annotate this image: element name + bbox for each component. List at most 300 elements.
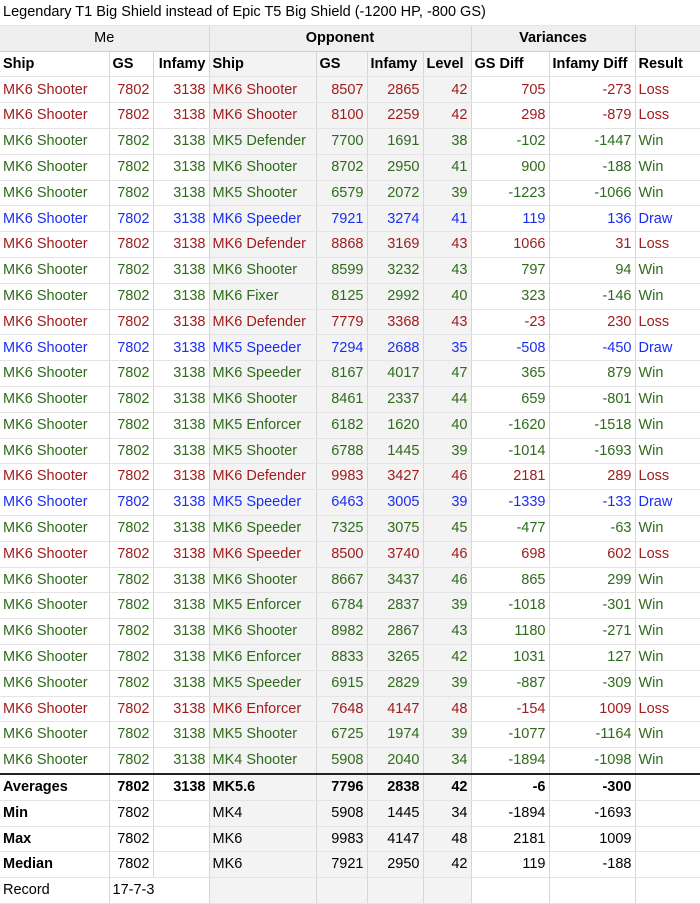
cell-ship[interactable]: MK6 Shooter	[0, 283, 109, 309]
median-result[interactable]	[635, 852, 700, 878]
cell-result[interactable]: Win	[635, 361, 700, 387]
cell-gs[interactable]: 7802	[109, 722, 153, 748]
cell-opp-ship[interactable]: MK6 Shooter	[209, 257, 316, 283]
group-empty[interactable]	[635, 25, 700, 51]
group-me[interactable]: Me	[0, 25, 209, 51]
max-opp-gs[interactable]: 9983	[316, 826, 367, 852]
cell-ship[interactable]: MK6 Shooter	[0, 309, 109, 335]
cell-infamy[interactable]: 3138	[153, 464, 209, 490]
cell-infamy[interactable]: 3138	[153, 154, 209, 180]
cell-level[interactable]: 35	[423, 335, 471, 361]
cell-level[interactable]: 43	[423, 232, 471, 258]
averages-label[interactable]: Averages	[0, 774, 109, 800]
cell-ship[interactable]: MK6 Shooter	[0, 103, 109, 129]
cell-result[interactable]: Loss	[635, 541, 700, 567]
group-variances[interactable]: Variances	[471, 25, 635, 51]
cell-opp-gs[interactable]: 8667	[316, 567, 367, 593]
median-infamy[interactable]	[153, 852, 209, 878]
cell-level[interactable]: 43	[423, 257, 471, 283]
cell-opp-infamy[interactable]: 2040	[367, 748, 423, 774]
cell-level[interactable]: 39	[423, 722, 471, 748]
cell-ship[interactable]: MK6 Shooter	[0, 490, 109, 516]
cell-gs[interactable]: 7802	[109, 128, 153, 154]
cell-infamy[interactable]: 3138	[153, 722, 209, 748]
cell-opp-gs[interactable]: 8125	[316, 283, 367, 309]
record-empty-4[interactable]	[423, 878, 471, 904]
cell-level[interactable]: 45	[423, 515, 471, 541]
cell-ship[interactable]: MK6 Shooter	[0, 619, 109, 645]
cell-ship[interactable]: MK6 Shooter	[0, 722, 109, 748]
cell-gs-diff[interactable]: 298	[471, 103, 549, 129]
cell-ship[interactable]: MK6 Shooter	[0, 412, 109, 438]
median-gs-diff[interactable]: 119	[471, 852, 549, 878]
cell-ship[interactable]: MK6 Shooter	[0, 180, 109, 206]
cell-infamy[interactable]: 3138	[153, 309, 209, 335]
cell-ship[interactable]: MK6 Shooter	[0, 232, 109, 258]
cell-opp-gs[interactable]: 8599	[316, 257, 367, 283]
header-opp-gs[interactable]: GS	[316, 51, 367, 77]
cell-gs[interactable]: 7802	[109, 386, 153, 412]
cell-gs-diff[interactable]: -1339	[471, 490, 549, 516]
cell-opp-gs[interactable]: 6579	[316, 180, 367, 206]
cell-result[interactable]: Win	[635, 593, 700, 619]
record-label[interactable]: Record	[0, 878, 109, 904]
cell-opp-gs[interactable]: 7294	[316, 335, 367, 361]
cell-opp-infamy[interactable]: 2688	[367, 335, 423, 361]
record-empty-7[interactable]	[635, 878, 700, 904]
cell-gs-diff[interactable]: -102	[471, 128, 549, 154]
cell-opp-infamy[interactable]: 2337	[367, 386, 423, 412]
cell-opp-ship[interactable]: MK5 Speeder	[209, 490, 316, 516]
cell-result[interactable]: Loss	[635, 696, 700, 722]
cell-opp-ship[interactable]: MK6 Defender	[209, 232, 316, 258]
header-opp-ship[interactable]: Ship	[209, 51, 316, 77]
cell-opp-infamy[interactable]: 1445	[367, 438, 423, 464]
cell-opp-infamy[interactable]: 2950	[367, 154, 423, 180]
cell-opp-gs[interactable]: 8100	[316, 103, 367, 129]
cell-infamy[interactable]: 3138	[153, 283, 209, 309]
cell-opp-ship[interactable]: MK6 Shooter	[209, 77, 316, 103]
cell-infamy-diff[interactable]: 602	[549, 541, 635, 567]
cell-gs-diff[interactable]: 705	[471, 77, 549, 103]
cell-opp-ship[interactable]: MK5 Speeder	[209, 335, 316, 361]
cell-level[interactable]: 34	[423, 748, 471, 774]
cell-gs[interactable]: 7802	[109, 593, 153, 619]
cell-ship[interactable]: MK6 Shooter	[0, 438, 109, 464]
cell-opp-ship[interactable]: MK5 Defender	[209, 128, 316, 154]
cell-infamy-diff[interactable]: -301	[549, 593, 635, 619]
cell-gs[interactable]: 7802	[109, 438, 153, 464]
cell-gs-diff[interactable]: 698	[471, 541, 549, 567]
cell-opp-infamy[interactable]: 3740	[367, 541, 423, 567]
cell-opp-gs[interactable]: 6915	[316, 670, 367, 696]
cell-opp-infamy[interactable]: 2837	[367, 593, 423, 619]
cell-gs[interactable]: 7802	[109, 515, 153, 541]
cell-infamy[interactable]: 3138	[153, 644, 209, 670]
cell-gs[interactable]: 7802	[109, 309, 153, 335]
cell-opp-infamy[interactable]: 2259	[367, 103, 423, 129]
cell-ship[interactable]: MK6 Shooter	[0, 644, 109, 670]
cell-gs[interactable]: 7802	[109, 670, 153, 696]
cell-infamy[interactable]: 3138	[153, 541, 209, 567]
cell-opp-ship[interactable]: MK6 Shooter	[209, 619, 316, 645]
cell-opp-gs[interactable]: 8167	[316, 361, 367, 387]
cell-level[interactable]: 39	[423, 438, 471, 464]
cell-infamy[interactable]: 3138	[153, 77, 209, 103]
cell-opp-ship[interactable]: MK6 Speeder	[209, 361, 316, 387]
cell-infamy-diff[interactable]: 289	[549, 464, 635, 490]
cell-ship[interactable]: MK6 Shooter	[0, 386, 109, 412]
cell-result[interactable]: Loss	[635, 77, 700, 103]
cell-result[interactable]: Win	[635, 180, 700, 206]
cell-gs-diff[interactable]: 1180	[471, 619, 549, 645]
cell-opp-ship[interactable]: MK6 Enforcer	[209, 696, 316, 722]
cell-gs-diff[interactable]: 323	[471, 283, 549, 309]
header-ship[interactable]: Ship	[0, 51, 109, 77]
cell-opp-infamy[interactable]: 1974	[367, 722, 423, 748]
cell-level[interactable]: 43	[423, 309, 471, 335]
cell-infamy-diff[interactable]: -309	[549, 670, 635, 696]
cell-gs[interactable]: 7802	[109, 361, 153, 387]
cell-opp-gs[interactable]: 6784	[316, 593, 367, 619]
cell-infamy[interactable]: 3138	[153, 567, 209, 593]
cell-opp-gs[interactable]: 8868	[316, 232, 367, 258]
cell-gs[interactable]: 7802	[109, 541, 153, 567]
cell-gs-diff[interactable]: 659	[471, 386, 549, 412]
averages-result[interactable]	[635, 774, 700, 800]
cell-result[interactable]: Win	[635, 128, 700, 154]
min-gs-diff[interactable]: -1894	[471, 800, 549, 826]
median-opp-gs[interactable]: 7921	[316, 852, 367, 878]
cell-opp-ship[interactable]: MK6 Speeder	[209, 206, 316, 232]
cell-gs-diff[interactable]: -154	[471, 696, 549, 722]
cell-gs[interactable]: 7802	[109, 464, 153, 490]
cell-result[interactable]: Draw	[635, 490, 700, 516]
cell-opp-infamy[interactable]: 1691	[367, 128, 423, 154]
cell-result[interactable]: Win	[635, 515, 700, 541]
cell-gs[interactable]: 7802	[109, 232, 153, 258]
cell-infamy-diff[interactable]: -188	[549, 154, 635, 180]
cell-gs[interactable]: 7802	[109, 619, 153, 645]
cell-infamy-diff[interactable]: -271	[549, 619, 635, 645]
header-level[interactable]: Level	[423, 51, 471, 77]
max-ship[interactable]: MK6	[209, 826, 316, 852]
cell-gs[interactable]: 7802	[109, 180, 153, 206]
cell-level[interactable]: 42	[423, 103, 471, 129]
cell-gs[interactable]: 7802	[109, 412, 153, 438]
cell-infamy-diff[interactable]: -801	[549, 386, 635, 412]
cell-opp-ship[interactable]: MK5 Shooter	[209, 180, 316, 206]
cell-gs[interactable]: 7802	[109, 257, 153, 283]
cell-opp-infamy[interactable]: 4017	[367, 361, 423, 387]
cell-opp-gs[interactable]: 8507	[316, 77, 367, 103]
median-level[interactable]: 42	[423, 852, 471, 878]
cell-result[interactable]: Win	[635, 257, 700, 283]
cell-infamy-diff[interactable]: -146	[549, 283, 635, 309]
cell-gs-diff[interactable]: -477	[471, 515, 549, 541]
cell-opp-ship[interactable]: MK6 Shooter	[209, 386, 316, 412]
cell-infamy-diff[interactable]: 230	[549, 309, 635, 335]
cell-infamy[interactable]: 3138	[153, 335, 209, 361]
cell-opp-infamy[interactable]: 1620	[367, 412, 423, 438]
cell-opp-gs[interactable]: 9983	[316, 464, 367, 490]
cell-result[interactable]: Win	[635, 748, 700, 774]
cell-opp-ship[interactable]: MK6 Speeder	[209, 541, 316, 567]
cell-opp-ship[interactable]: MK6 Shooter	[209, 154, 316, 180]
max-infamy-diff[interactable]: 1009	[549, 826, 635, 852]
cell-gs-diff[interactable]: -1018	[471, 593, 549, 619]
cell-gs[interactable]: 7802	[109, 644, 153, 670]
cell-result[interactable]: Win	[635, 722, 700, 748]
median-ship[interactable]: MK6	[209, 852, 316, 878]
min-infamy[interactable]	[153, 800, 209, 826]
record-empty-6[interactable]	[549, 878, 635, 904]
cell-opp-infamy[interactable]: 2992	[367, 283, 423, 309]
cell-ship[interactable]: MK6 Shooter	[0, 257, 109, 283]
cell-ship[interactable]: MK6 Shooter	[0, 515, 109, 541]
cell-gs[interactable]: 7802	[109, 696, 153, 722]
cell-level[interactable]: 39	[423, 180, 471, 206]
cell-result[interactable]: Win	[635, 154, 700, 180]
cell-opp-gs[interactable]: 7325	[316, 515, 367, 541]
median-label[interactable]: Median	[0, 852, 109, 878]
cell-level[interactable]: 38	[423, 128, 471, 154]
min-result[interactable]	[635, 800, 700, 826]
cell-opp-ship[interactable]: MK6 Speeder	[209, 515, 316, 541]
cell-level[interactable]: 42	[423, 77, 471, 103]
cell-infamy[interactable]: 3138	[153, 361, 209, 387]
group-opponent[interactable]: Opponent	[209, 25, 471, 51]
cell-opp-infamy[interactable]: 3437	[367, 567, 423, 593]
sheet-title[interactable]: Legendary T1 Big Shield instead of Epic T5 Big Shield (-1200 HP, -800 GS)	[0, 0, 700, 25]
cell-opp-infamy[interactable]: 3274	[367, 206, 423, 232]
header-result[interactable]: Result	[635, 51, 700, 77]
cell-infamy-diff[interactable]: -63	[549, 515, 635, 541]
min-opp-infamy[interactable]: 1445	[367, 800, 423, 826]
cell-level[interactable]: 44	[423, 386, 471, 412]
cell-gs-diff[interactable]: -23	[471, 309, 549, 335]
cell-gs-diff[interactable]: 365	[471, 361, 549, 387]
cell-ship[interactable]: MK6 Shooter	[0, 154, 109, 180]
cell-ship[interactable]: MK6 Shooter	[0, 670, 109, 696]
cell-opp-infamy[interactable]: 2867	[367, 619, 423, 645]
cell-level[interactable]: 46	[423, 567, 471, 593]
cell-opp-infamy[interactable]: 3368	[367, 309, 423, 335]
cell-infamy-diff[interactable]: -1693	[549, 438, 635, 464]
max-level[interactable]: 48	[423, 826, 471, 852]
cell-gs-diff[interactable]: 1066	[471, 232, 549, 258]
cell-opp-infamy[interactable]: 3265	[367, 644, 423, 670]
cell-opp-ship[interactable]: MK4 Shooter	[209, 748, 316, 774]
cell-infamy-diff[interactable]: -1164	[549, 722, 635, 748]
cell-result[interactable]: Loss	[635, 103, 700, 129]
cell-gs-diff[interactable]: 797	[471, 257, 549, 283]
cell-infamy-diff[interactable]: -1447	[549, 128, 635, 154]
cell-result[interactable]: Win	[635, 644, 700, 670]
cell-result[interactable]: Loss	[635, 232, 700, 258]
averages-infamy-diff[interactable]: -300	[549, 774, 635, 800]
cell-opp-gs[interactable]: 7700	[316, 128, 367, 154]
cell-ship[interactable]: MK6 Shooter	[0, 464, 109, 490]
max-gs-diff[interactable]: 2181	[471, 826, 549, 852]
cell-infamy-diff[interactable]: -450	[549, 335, 635, 361]
cell-opp-ship[interactable]: MK5 Shooter	[209, 438, 316, 464]
record-empty-2[interactable]	[316, 878, 367, 904]
cell-gs[interactable]: 7802	[109, 748, 153, 774]
max-opp-infamy[interactable]: 4147	[367, 826, 423, 852]
cell-opp-gs[interactable]: 7921	[316, 206, 367, 232]
cell-opp-infamy[interactable]: 3232	[367, 257, 423, 283]
header-gs[interactable]: GS	[109, 51, 153, 77]
cell-opp-ship[interactable]: MK5 Shooter	[209, 722, 316, 748]
min-level[interactable]: 34	[423, 800, 471, 826]
record-empty-1[interactable]	[209, 878, 316, 904]
averages-gs-diff[interactable]: -6	[471, 774, 549, 800]
cell-infamy-diff[interactable]: -273	[549, 77, 635, 103]
cell-infamy[interactable]: 3138	[153, 103, 209, 129]
cell-opp-ship[interactable]: MK5 Speeder	[209, 670, 316, 696]
max-infamy[interactable]	[153, 826, 209, 852]
cell-gs-diff[interactable]: 1031	[471, 644, 549, 670]
cell-gs-diff[interactable]: -508	[471, 335, 549, 361]
cell-level[interactable]: 40	[423, 412, 471, 438]
max-result[interactable]	[635, 826, 700, 852]
cell-opp-gs[interactable]: 7779	[316, 309, 367, 335]
averages-gs[interactable]: 7802	[109, 774, 153, 800]
cell-opp-gs[interactable]: 7648	[316, 696, 367, 722]
averages-level[interactable]: 42	[423, 774, 471, 800]
cell-opp-gs[interactable]: 6788	[316, 438, 367, 464]
cell-infamy-diff[interactable]: -879	[549, 103, 635, 129]
cell-level[interactable]: 40	[423, 283, 471, 309]
cell-level[interactable]: 39	[423, 593, 471, 619]
cell-opp-gs[interactable]: 8833	[316, 644, 367, 670]
averages-ship[interactable]: MK5.6	[209, 774, 316, 800]
cell-result[interactable]: Win	[635, 438, 700, 464]
header-infamy-diff[interactable]: Infamy Diff	[549, 51, 635, 77]
cell-infamy-diff[interactable]: -1518	[549, 412, 635, 438]
cell-opp-gs[interactable]: 8461	[316, 386, 367, 412]
cell-gs-diff[interactable]: -887	[471, 670, 549, 696]
min-ship[interactable]: MK4	[209, 800, 316, 826]
cell-result[interactable]: Draw	[635, 335, 700, 361]
cell-opp-ship[interactable]: MK6 Fixer	[209, 283, 316, 309]
cell-infamy-diff[interactable]: 94	[549, 257, 635, 283]
record-empty-5[interactable]	[471, 878, 549, 904]
cell-gs[interactable]: 7802	[109, 154, 153, 180]
cell-gs-diff[interactable]: 865	[471, 567, 549, 593]
cell-infamy[interactable]: 3138	[153, 257, 209, 283]
header-gs-diff[interactable]: GS Diff	[471, 51, 549, 77]
cell-ship[interactable]: MK6 Shooter	[0, 696, 109, 722]
cell-ship[interactable]: MK6 Shooter	[0, 128, 109, 154]
cell-infamy[interactable]: 3138	[153, 748, 209, 774]
cell-level[interactable]: 39	[423, 490, 471, 516]
cell-result[interactable]: Draw	[635, 206, 700, 232]
cell-result[interactable]: Win	[635, 567, 700, 593]
cell-ship[interactable]: MK6 Shooter	[0, 361, 109, 387]
record-value[interactable]: 17-7-3	[109, 878, 209, 904]
min-opp-gs[interactable]: 5908	[316, 800, 367, 826]
averages-infamy[interactable]: 3138	[153, 774, 209, 800]
cell-gs[interactable]: 7802	[109, 283, 153, 309]
cell-opp-infamy[interactable]: 3075	[367, 515, 423, 541]
median-infamy-diff[interactable]: -188	[549, 852, 635, 878]
cell-infamy[interactable]: 3138	[153, 412, 209, 438]
cell-infamy-diff[interactable]: -1098	[549, 748, 635, 774]
header-infamy[interactable]: Infamy	[153, 51, 209, 77]
cell-opp-gs[interactable]: 5908	[316, 748, 367, 774]
cell-infamy-diff[interactable]: 879	[549, 361, 635, 387]
cell-gs[interactable]: 7802	[109, 335, 153, 361]
cell-level[interactable]: 48	[423, 696, 471, 722]
cell-ship[interactable]: MK6 Shooter	[0, 541, 109, 567]
averages-opp-infamy[interactable]: 2838	[367, 774, 423, 800]
cell-level[interactable]: 46	[423, 541, 471, 567]
cell-opp-ship[interactable]: MK6 Defender	[209, 309, 316, 335]
cell-gs-diff[interactable]: -1894	[471, 748, 549, 774]
cell-result[interactable]: Win	[635, 412, 700, 438]
cell-opp-infamy[interactable]: 4147	[367, 696, 423, 722]
cell-infamy[interactable]: 3138	[153, 515, 209, 541]
cell-ship[interactable]: MK6 Shooter	[0, 77, 109, 103]
cell-infamy[interactable]: 3138	[153, 696, 209, 722]
cell-opp-gs[interactable]: 8702	[316, 154, 367, 180]
max-gs[interactable]: 7802	[109, 826, 153, 852]
cell-result[interactable]: Loss	[635, 464, 700, 490]
cell-ship[interactable]: MK6 Shooter	[0, 593, 109, 619]
cell-opp-infamy[interactable]: 3427	[367, 464, 423, 490]
cell-level[interactable]: 47	[423, 361, 471, 387]
cell-gs-diff[interactable]: -1014	[471, 438, 549, 464]
median-gs[interactable]: 7802	[109, 852, 153, 878]
median-opp-infamy[interactable]: 2950	[367, 852, 423, 878]
cell-opp-infamy[interactable]: 2829	[367, 670, 423, 696]
max-label[interactable]: Max	[0, 826, 109, 852]
cell-result[interactable]: Win	[635, 386, 700, 412]
cell-infamy-diff[interactable]: 1009	[549, 696, 635, 722]
header-opp-infamy[interactable]: Infamy	[367, 51, 423, 77]
cell-infamy[interactable]: 3138	[153, 490, 209, 516]
cell-ship[interactable]: MK6 Shooter	[0, 748, 109, 774]
cell-ship[interactable]: MK6 Shooter	[0, 335, 109, 361]
cell-gs-diff[interactable]: -1223	[471, 180, 549, 206]
cell-opp-infamy[interactable]: 3005	[367, 490, 423, 516]
cell-ship[interactable]: MK6 Shooter	[0, 567, 109, 593]
cell-result[interactable]: Win	[635, 670, 700, 696]
cell-gs[interactable]: 7802	[109, 490, 153, 516]
cell-level[interactable]: 42	[423, 644, 471, 670]
cell-opp-ship[interactable]: MK6 Shooter	[209, 103, 316, 129]
cell-infamy[interactable]: 3138	[153, 670, 209, 696]
cell-opp-ship[interactable]: MK5 Enforcer	[209, 593, 316, 619]
cell-gs-diff[interactable]: 900	[471, 154, 549, 180]
cell-opp-ship[interactable]: MK6 Enforcer	[209, 644, 316, 670]
cell-infamy-diff[interactable]: 299	[549, 567, 635, 593]
cell-opp-gs[interactable]: 6182	[316, 412, 367, 438]
cell-ship[interactable]: MK6 Shooter	[0, 206, 109, 232]
cell-gs-diff[interactable]: -1620	[471, 412, 549, 438]
cell-level[interactable]: 41	[423, 154, 471, 180]
cell-infamy[interactable]: 3138	[153, 232, 209, 258]
cell-gs[interactable]: 7802	[109, 103, 153, 129]
cell-opp-gs[interactable]: 6463	[316, 490, 367, 516]
cell-infamy[interactable]: 3138	[153, 386, 209, 412]
cell-opp-gs[interactable]: 8982	[316, 619, 367, 645]
cell-infamy-diff[interactable]: 31	[549, 232, 635, 258]
cell-opp-infamy[interactable]: 3169	[367, 232, 423, 258]
cell-result[interactable]: Win	[635, 283, 700, 309]
